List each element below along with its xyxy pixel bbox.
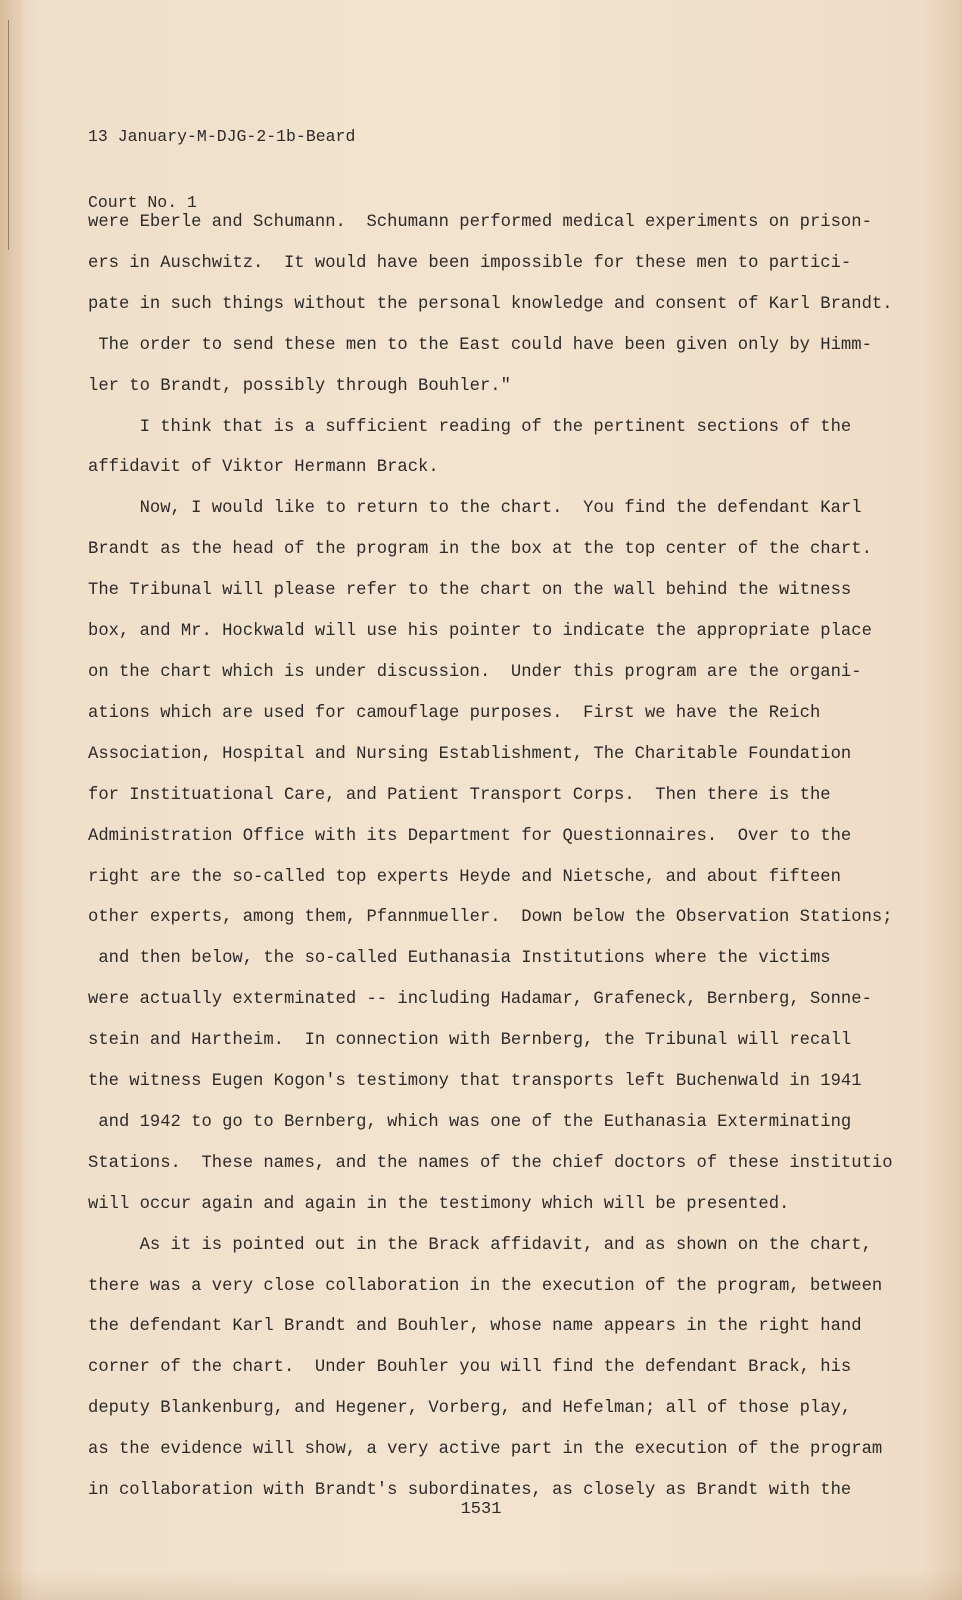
body-line: on the chart which is under discussion. Under this program are the organi- (88, 662, 862, 682)
body-line: in collaboration with Brandt's subordinates, as closely as Brandt with the (88, 1481, 852, 1501)
body-line: were Eberle and Schumann. Schumann performed medical experiments on prison- (88, 213, 872, 232)
body-line: ers in Auschwitz. It would have been impossible for these men to partici- (88, 253, 852, 273)
body-line: Now, I would like to return to the chart. You find the defendant Karl (88, 499, 862, 519)
body-line: right are the so-called top experts Heyde and Nietsche, and about fifteen (88, 867, 841, 887)
body-line: stein and Hartheim. In connection with Bernberg, the Tribunal will recall (88, 1031, 852, 1051)
body-line: Stations. These names, and the names of the chief doctors of these institutio (88, 1153, 893, 1173)
body-line: and then below, the so-called Euthanasia Institutions where the victims (88, 949, 831, 969)
header-session-id: 13 January-M-DJG-2-1b-Beard (88, 127, 356, 146)
body-line: as the evidence will show, a very active part in the execution of the program (88, 1440, 883, 1460)
body-line: ations which are used for camouflage purposes. First we have the Reich (88, 703, 821, 723)
body-line: box, and Mr. Hockwald will use his pointer to indicate the appropriate place (88, 622, 872, 642)
body-line: the witness Eugen Kogon's testimony that transports left Buchenwald in 1941 (88, 1072, 862, 1092)
body-line: Brandt as the head of the program in the box at the top center of the chart. (88, 540, 872, 560)
body-line: The order to send these men to the East could have been given only by Himm- (88, 335, 872, 355)
body-line: the defendant Karl Brandt and Bouhler, whose name appears in the right hand (88, 1317, 862, 1337)
body-line: I think that is a sufficient reading of the pertinent sections of the (88, 417, 852, 437)
body-line: for Instituational Care, and Patient Transport Corps. Then there is the (88, 785, 831, 805)
header-court-number: Court No. 1 (88, 193, 197, 212)
body-line: and 1942 to go to Bernberg, which was one of the Euthanasia Exterminating (88, 1112, 852, 1132)
paper-bottom-shadow (0, 1570, 962, 1600)
body-line: affidavit of Viktor Hermann Brack. (88, 458, 439, 478)
body-line: deputy Blankenburg, and Hegener, Vorberg, and Hefelman; all of those play, (88, 1399, 852, 1419)
paper-tear-mark (8, 20, 12, 250)
body-line: will occur again and again in the testimony which will be presented. (88, 1194, 790, 1214)
body-line: ler to Brandt, possibly through Bouhler." (88, 376, 511, 396)
body-line: corner of the chart. Under Bouhler you will find the defendant Brack, his (88, 1358, 852, 1378)
body-line: As it is pointed out in the Brack affidavit, and as shown on the chart, (88, 1235, 872, 1255)
body-line: there was a very close collaboration in the execution of the program, between (88, 1276, 883, 1296)
page-number: 1531 (460, 1500, 502, 1519)
body-line: were actually exterminated -- including Hadamar, Grafeneck, Bernberg, Sonne- (88, 990, 872, 1010)
body-line: Administration Office with its Department for Questionnaires. Over to the (88, 826, 852, 846)
body-line: other experts, among them, Pfannmueller. Down below the Observation Stations; (88, 908, 893, 928)
body-line: pate in such things without the personal knowledge and consent of Karl Brandt. (88, 294, 893, 314)
transcript-body (88, 203, 908, 1512)
body-line: The Tribunal will please refer to the chart on the wall behind the witness (88, 581, 852, 601)
body-line: Association, Hospital and Nursing Establishment, The Charitable Foundation (88, 744, 852, 764)
